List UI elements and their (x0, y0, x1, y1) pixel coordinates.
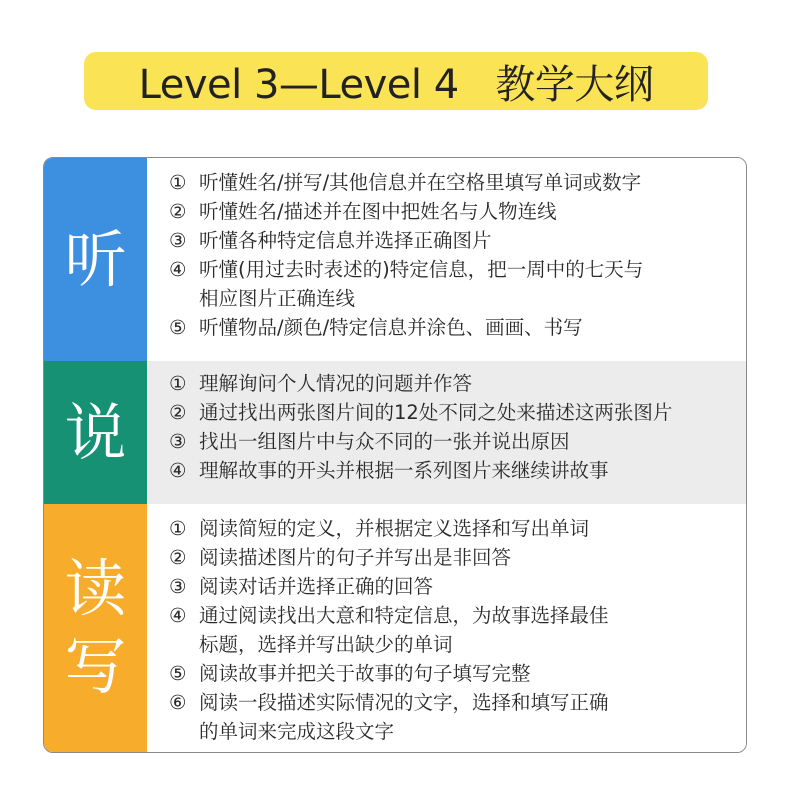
list-item (169, 572, 746, 601)
item-number: ② (169, 200, 187, 223)
section-speaking (44, 361, 746, 504)
listening-items (147, 158, 746, 361)
list-item-continuation (169, 284, 746, 313)
item-number: ⑤ (169, 662, 187, 685)
item-text: 阅读对话并选择正确的回答 (199, 575, 434, 598)
syllabus-table (43, 157, 747, 753)
writing-label: 写 (64, 630, 127, 703)
item-text: 听懂姓名/描述并在图中把姓名与人物连线 (199, 200, 557, 223)
list-item (169, 313, 746, 342)
list-item (169, 427, 746, 456)
speaking-items (147, 361, 746, 504)
item-number: ③ (169, 575, 187, 598)
item-text: 听懂物品/颜色/特定信息并涂色、画画、书写 (199, 316, 583, 339)
item-text: 理解故事的开头并根据一系列图片来继续讲故事 (199, 459, 609, 482)
item-number: ⑥ (169, 691, 187, 714)
item-text: 阅读一段描述实际情况的文字，选择和填写正确 (199, 691, 609, 714)
reading-label: 读 (64, 552, 127, 625)
item-text: 阅读简短的定义，并根据定义选择和写出单词 (199, 517, 590, 540)
listening-label: 听 (64, 222, 127, 296)
item-number: ④ (169, 258, 187, 281)
item-number: ① (169, 517, 187, 540)
item-text: 通过阅读找出大意和特定信息，为故事选择最佳 (199, 604, 609, 627)
item-text: 阅读描述图片的句子并写出是非回答 (199, 546, 512, 569)
list-item-continuation (169, 717, 746, 746)
item-number: ① (169, 372, 187, 395)
item-number: ③ (169, 229, 187, 252)
section-reading-writing (44, 504, 746, 752)
section-label-speaking (44, 361, 147, 504)
item-text: 听懂各种特定信息并选择正确图片 (199, 229, 492, 252)
list-item (169, 398, 746, 427)
item-text: 通过找出两张图片间的12处不同之处来描述这两张图片 (199, 401, 673, 424)
list-item (169, 255, 746, 284)
list-item (169, 197, 746, 226)
item-number: ④ (169, 604, 187, 627)
item-text: 找出一组图片中与众不同的一张并说出原因 (199, 430, 570, 453)
speaking-label: 说 (64, 395, 127, 469)
list-item (169, 688, 746, 717)
item-number: ② (169, 546, 187, 569)
title-banner (84, 52, 708, 110)
item-number: ③ (169, 430, 187, 453)
item-text: 听懂姓名/拼写/其他信息并在空格里填写单词或数字 (199, 171, 642, 194)
section-label-reading-writing (44, 504, 147, 752)
item-text-continued: 标题，选择并写出缺少的单词 (199, 633, 453, 656)
list-item-continuation (169, 630, 746, 659)
list-item (169, 659, 746, 688)
list-item (169, 168, 746, 197)
section-label-listening (44, 158, 147, 361)
item-number: ② (169, 401, 187, 424)
list-item (169, 514, 746, 543)
item-text-continued: 相应图片正确连线 (199, 287, 356, 310)
item-number: ① (169, 171, 187, 194)
list-item (169, 543, 746, 572)
section-listening (44, 158, 746, 361)
item-text: 理解询问个人情况的问题并作答 (199, 372, 473, 395)
item-text-continued: 的单词来完成这段文字 (199, 720, 395, 743)
page-title: Level 3—Level 4 教学大纲 (138, 61, 654, 108)
item-text: 阅读故事并把关于故事的句子填写完整 (199, 662, 531, 685)
item-number: ④ (169, 459, 187, 482)
item-text: 听懂(用过去时表述的)特定信息，把一周中的七天与 (199, 258, 644, 281)
list-item (169, 601, 746, 630)
list-item (169, 226, 746, 255)
reading-writing-items (147, 504, 746, 752)
list-item (169, 456, 746, 485)
item-number: ⑤ (169, 316, 187, 339)
list-item (169, 369, 746, 398)
